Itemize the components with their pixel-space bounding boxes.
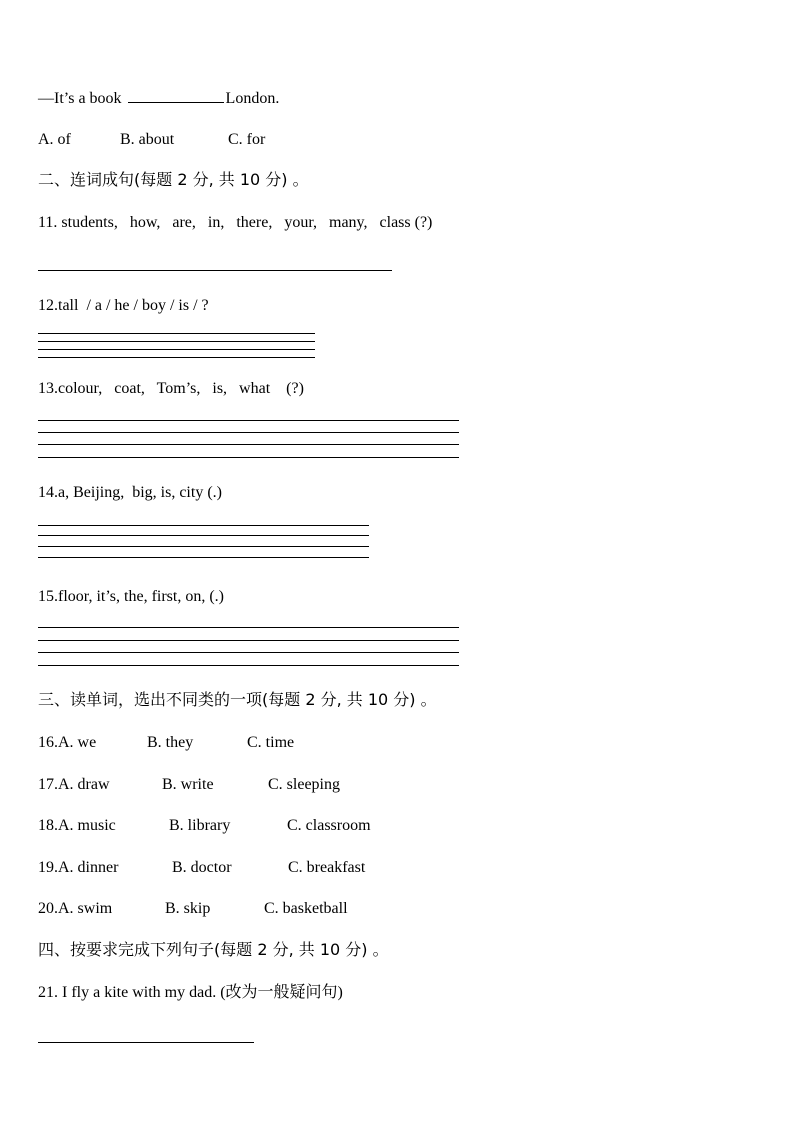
q16-option-c[interactable]: C. time (247, 734, 295, 751)
q10-answer-blank[interactable] (128, 88, 224, 103)
section2-heading: 二、连词成句(每题 2 分, 共 10 分) 。 (38, 170, 309, 189)
q17-option-c[interactable]: C. sleeping (268, 776, 340, 793)
q16-option-a[interactable]: A. we (58, 734, 97, 751)
q18-option-c[interactable]: C. classroom (287, 817, 371, 834)
q13-prompt: 13.colour, coat, Tom’s, is, what (?) (38, 380, 304, 397)
q14-answer-line-4[interactable] (38, 557, 369, 558)
q18-row (38, 816, 371, 836)
q13-answer-line-1[interactable] (38, 420, 459, 421)
q10-option-c[interactable]: C. for (228, 131, 266, 148)
q15-prompt: 15.floor, it’s, the, first, on, (.) (38, 588, 224, 605)
q19-option-a[interactable]: A. dinner (58, 859, 119, 876)
q13-answer-line-2[interactable] (38, 432, 459, 433)
q10-answer-prefix: —It’s a book (38, 90, 126, 107)
q14-answer-line-2[interactable] (38, 535, 369, 536)
q10-answer-suffix: London. (225, 90, 280, 107)
q19-row (38, 858, 365, 878)
q14-answer-line-3[interactable] (38, 546, 369, 547)
q16-row (38, 733, 294, 753)
q11-answer-line[interactable] (38, 270, 392, 271)
q12-answer-line-1[interactable] (38, 333, 315, 334)
q18-option-a[interactable]: A. music (58, 817, 116, 834)
q13-answer-line-3[interactable] (38, 444, 459, 445)
q20-option-c[interactable]: C. basketball (264, 900, 348, 917)
q17-row (38, 775, 340, 795)
q12-answer-line-2[interactable] (38, 341, 315, 342)
q15-answer-line-4[interactable] (38, 665, 459, 666)
section4-heading: 四、按要求完成下列句子(每题 2 分, 共 10 分) 。 (38, 940, 389, 959)
q18-number: 18. (38, 817, 58, 834)
q20-number: 20. (38, 900, 58, 917)
q12-prompt: 12.tall / a / he / boy / is / ? (38, 297, 209, 314)
q12-answer-line-4[interactable] (38, 357, 315, 358)
section3-heading: 三、读单词，选出不同类的一项(每题 2 分, 共 10 分) 。 (38, 690, 437, 709)
q17-number: 17. (38, 776, 58, 793)
q19-option-c[interactable]: C. breakfast (288, 859, 366, 876)
q12-answer-line-3[interactable] (38, 349, 315, 350)
q19-number: 19. (38, 859, 58, 876)
q10-option-b[interactable]: B. about (120, 131, 175, 148)
q16-number: 16. (38, 734, 58, 751)
q17-option-b[interactable]: B. write (162, 776, 214, 793)
q14-answer-line-1[interactable] (38, 525, 369, 526)
q20-option-a[interactable]: A. swim (58, 900, 113, 917)
q10-options (38, 130, 265, 150)
q14-prompt: 14.a, Beijing, big, is, city (.) (38, 484, 222, 501)
q19-option-b[interactable]: B. doctor (172, 859, 232, 876)
q13-answer-line-4[interactable] (38, 457, 459, 458)
q21-answer-line[interactable] (38, 1042, 254, 1043)
q18-option-b[interactable]: B. library (169, 817, 231, 834)
q16-option-b[interactable]: B. they (147, 734, 194, 751)
q15-answer-line-2[interactable] (38, 640, 459, 641)
q17-option-a[interactable]: A. draw (58, 776, 110, 793)
q10-answer-line (38, 88, 279, 109)
q20-row (38, 899, 348, 919)
q15-answer-line-1[interactable] (38, 627, 459, 628)
q21-prompt: 21. I fly a kite with my dad. (改为一般疑问句) (38, 984, 343, 1001)
q20-option-b[interactable]: B. skip (165, 900, 211, 917)
q11-prompt: 11. students, how, are, in, there, your, many, class (?) (38, 214, 433, 231)
q10-option-a[interactable]: A. of (38, 131, 71, 148)
q15-answer-line-3[interactable] (38, 652, 459, 653)
